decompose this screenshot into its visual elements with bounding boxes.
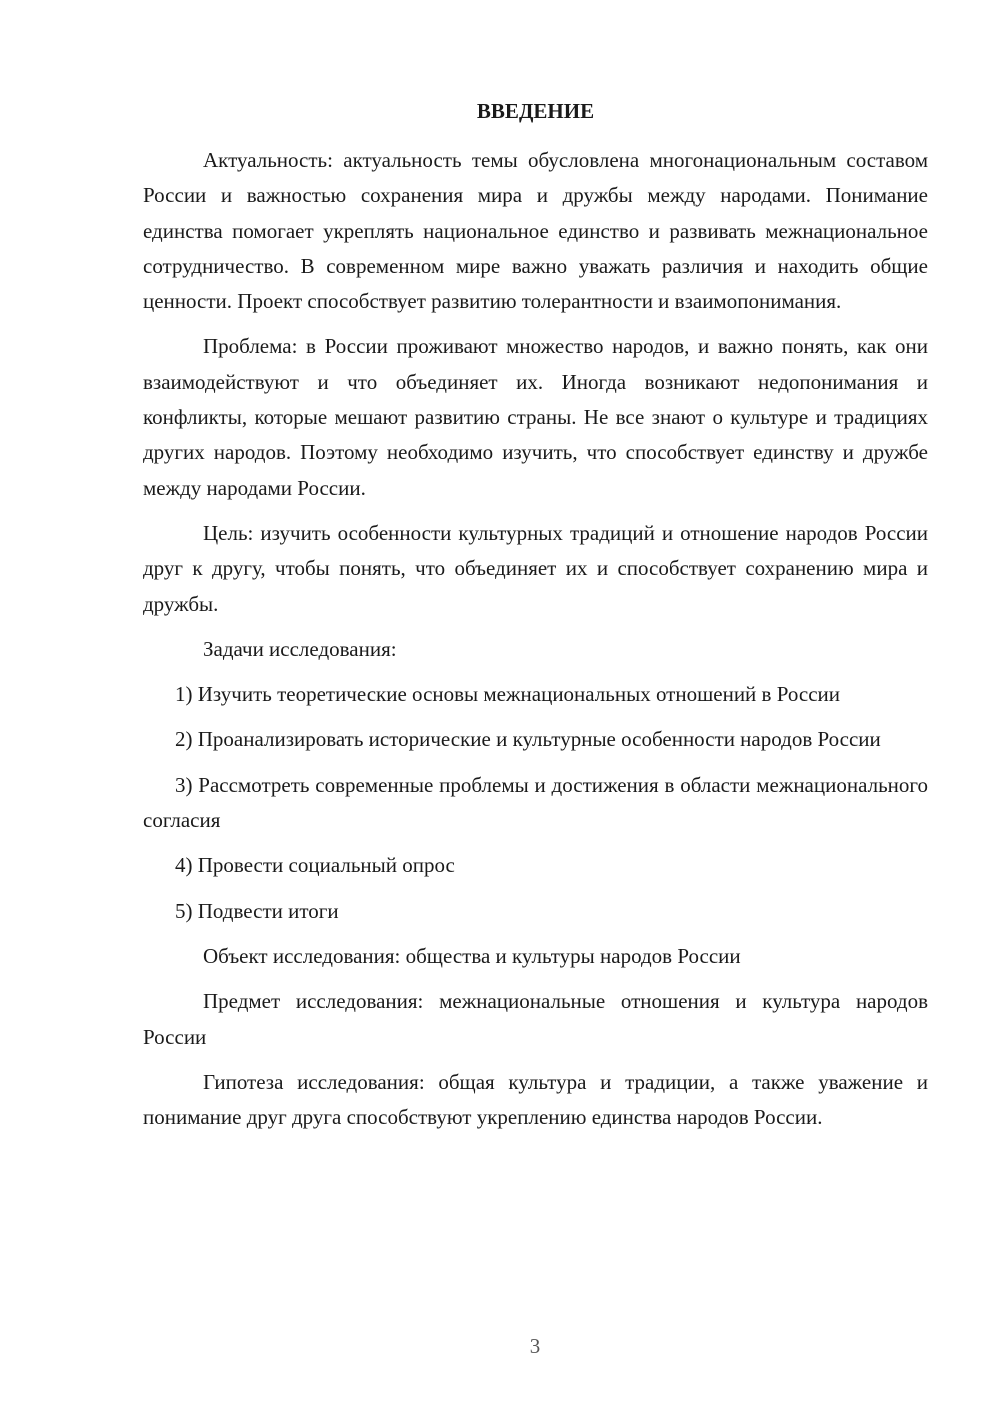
task-item: 1) Изучить теоретические основы межнациональных отношений в России	[175, 682, 841, 707]
paragraph-subject: Предмет исследования: межнациональные отношения и культура народов России	[143, 989, 928, 1049]
paragraph-goal: Цель: изучить особенности культурных традиций и отношение народов России друг к другу, чтобы понять, что объединяет их и способствует сохранению мира и дружбы.	[143, 520, 928, 616]
paragraph-object: Объект исследования: общества и культуры народов России	[203, 943, 741, 968]
task-item: 4) Провести социальный опрос	[175, 853, 455, 878]
document-body	[143, 143, 928, 1145]
section-heading: ВВЕДЕНИЕ	[476, 99, 595, 123]
paragraph-relevance: Актуальность: актуальность темы обусловлена многонациональным составом России и важностью сохранения мира и дружбы между народами. Понимание единства помогает укреплять национальное единство и развивать межнациональное сотрудничество. В современном мире важно уважать различия и находить общие ценности. Проект способствует развитию толерантности и взаимопонимания.	[143, 148, 928, 314]
task-item: 5) Подвести итоги	[175, 898, 339, 923]
page-number: 3	[529, 1334, 541, 1358]
paragraph-tasks-heading: Задачи исследования:	[203, 636, 397, 661]
task-item: 3) Рассмотреть современные проблемы и достижения в области межнационального согласия	[143, 772, 928, 833]
task-item: 2) Проанализировать исторические и культурные особенности народов России	[175, 727, 881, 752]
paragraph-hypothesis: Гипотеза исследования: общая культура и традиции, а также уважение и понимание друг друга способствуют укреплению единства народов России.	[143, 1069, 928, 1130]
paragraph-problem: Проблема: в России проживают множество народов, и важно понять, как они взаимодействуют и что объединяет их. Иногда возникают недопонимания и конфликты, которые мешают развитию страны. Не все знают о культуре и традициях других народов. Поэтому необходимо изучить, что способствует единству и дружбе между народами России.	[143, 334, 928, 500]
